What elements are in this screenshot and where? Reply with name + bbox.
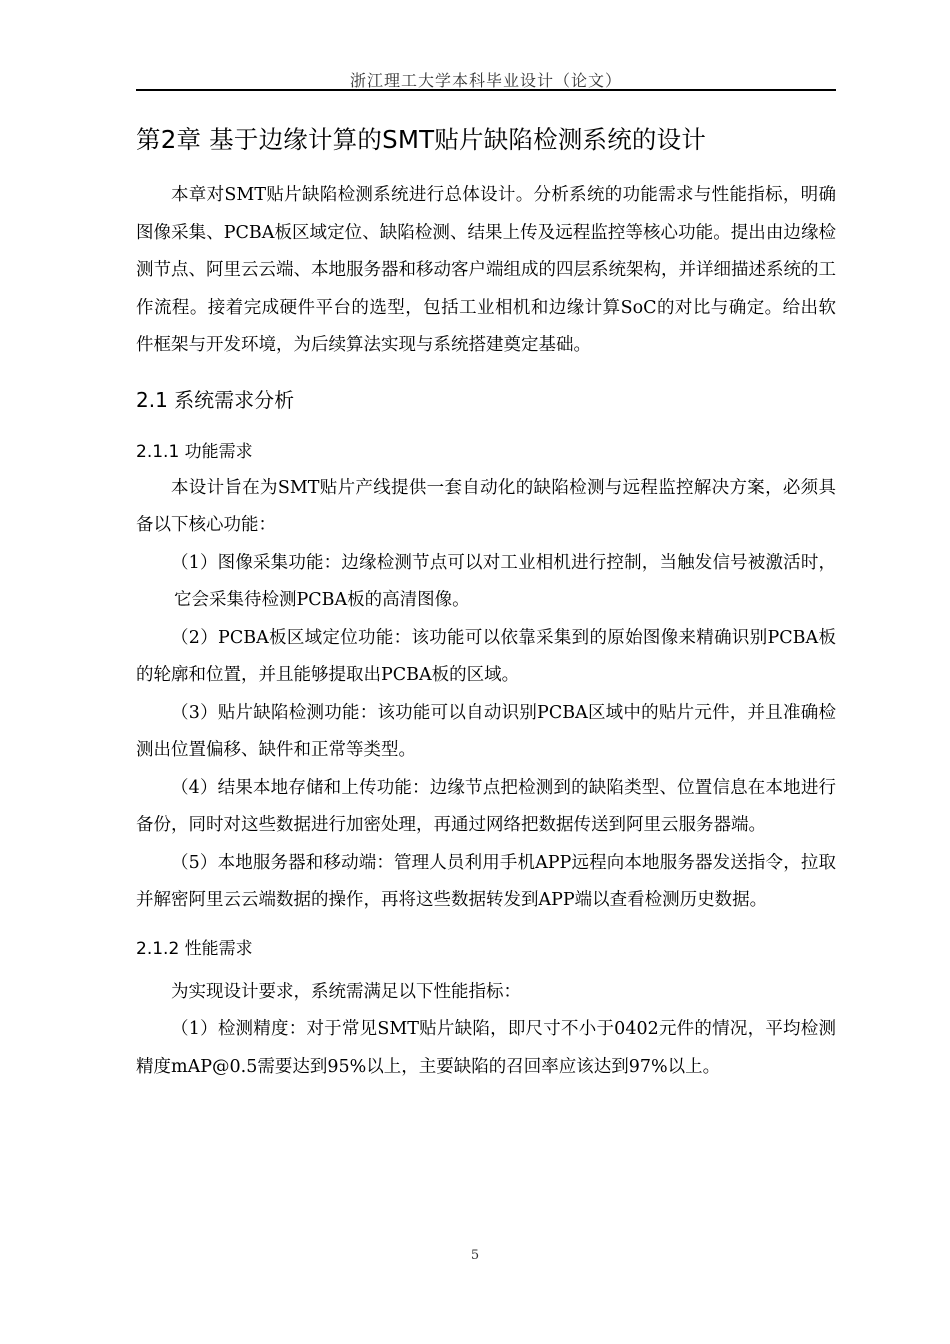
chapter-title: 第2章 基于边缘计算的SMT贴片缺陷检测系统的设计 xyxy=(136,125,707,154)
subsection-heading-2-1-2: 2.1.2 性能需求 xyxy=(136,938,253,959)
functional-item-5: （5）本地服务器和移动端：管理人员利用手机APP远程向本地服务器发送指令，拉取并解密阿里云云端数据的操作，再将这些数据转发到APP端以查看检测历史数据。 xyxy=(136,852,836,910)
performance-requirements-lead: 为实现设计要求，系统需满足以下性能指标： xyxy=(171,981,521,1002)
header-rule xyxy=(136,89,836,91)
functional-requirements-lead: 本设计旨在为SMT贴片产线提供一套自动化的缺陷检测与远程监控解决方案，必须具备以下核心功能： xyxy=(136,477,836,535)
functional-item-1: （1）图像采集功能：边缘检测节点可以对工业相机进行控制，当触发信号被激活时，它会采集待检测PCBA板的高清图像。 xyxy=(171,552,836,610)
section-heading-2-1: 2.1 系统需求分析 xyxy=(136,387,295,412)
running-header: 浙江理工大学本科毕业设计（论文） xyxy=(349,71,622,90)
subsection-heading-2-1-1: 2.1.1 功能需求 xyxy=(136,441,253,462)
page-number: 5 xyxy=(470,1248,480,1263)
functional-item-3: （3）贴片缺陷检测功能：该功能可以自动识别PCBA区域中的贴片元件，并且准确检测出位置偏移、缺件和正常等类型。 xyxy=(136,702,836,760)
functional-item-2: （2）PCBA板区域定位功能：该功能可以依靠采集到的原始图像来精确识别PCBA板的轮廓和位置，并且能够提取出PCBA板的区域。 xyxy=(136,627,836,685)
performance-item-1: （1）检测精度：对于常见SMT贴片缺陷，即尺寸不小于0402元件的情况，平均检测精度mAP@0.5需要达到95%以上，主要缺陷的召回率应该达到97%以上。 xyxy=(136,1019,836,1077)
page-body xyxy=(136,120,836,1086)
functional-item-4: （4）结果本地存储和上传功能：边缘节点把检测到的缺陷类型、位置信息在本地进行备份，同时对这些数据进行加密处理，再通过网络把数据传送到阿里云服务器端。 xyxy=(136,777,836,835)
chapter-intro-paragraph: 本章对SMT贴片缺陷检测系统进行总体设计。分析系统的功能需求与性能指标，明确图像采集、PCBA板区域定位、缺陷检测、结果上传及远程监控等核心功能。提出由边缘检测节点、阿里云云端、本地服务器和移动客户端组成的四层系统架构，并详细描述系统的工作流程。接着完成硬件平台的选型，包括工业相机和边缘计算SoC的对比与确定。给出软件框架与开发环境，为后续算法实现与系统搭建奠定基础。 xyxy=(136,185,836,355)
